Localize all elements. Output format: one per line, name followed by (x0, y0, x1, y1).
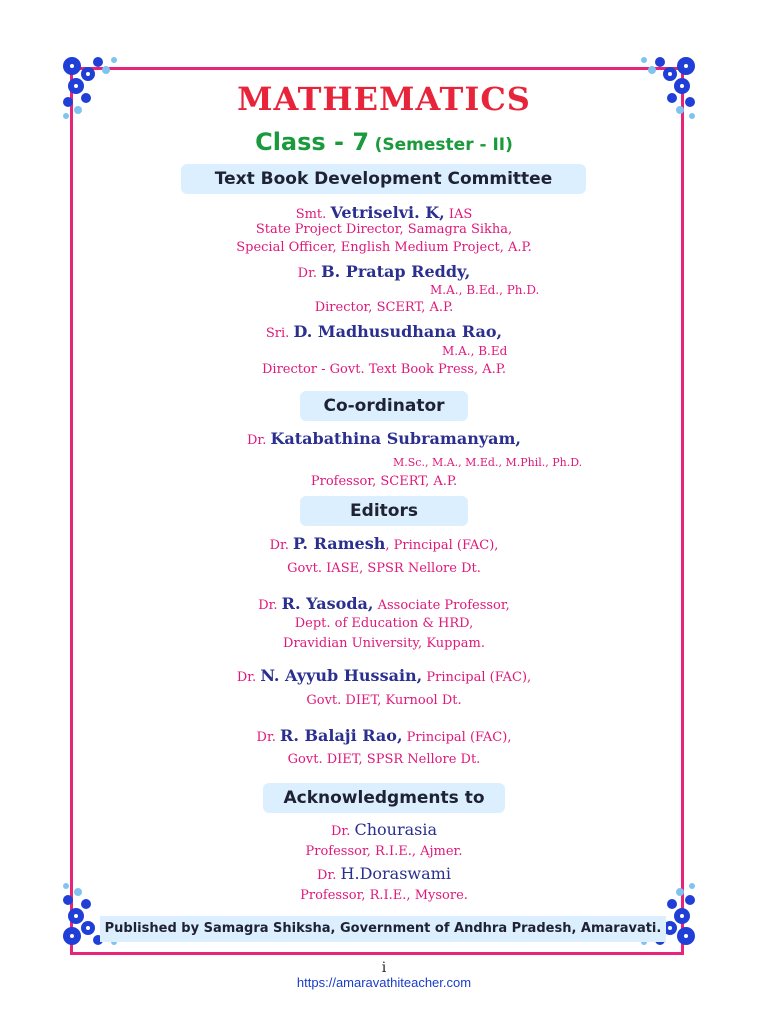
editor-name: R. Balaji Rao, (280, 726, 403, 745)
editor-4-line-1: Govt. DIET, SPSR Nellore Dt. (287, 752, 481, 767)
suffix: IAS (448, 207, 473, 222)
member-2-line-1: Director, SCERT, A.P. (314, 300, 454, 315)
class-heading (0, 128, 768, 156)
editor-2-line-2: Dravidian University, Kuppam. (283, 636, 485, 651)
page-number: i (381, 960, 387, 976)
source-url-link[interactable]: https://amaravathiteacher.com (296, 975, 472, 990)
page-title: MATHEMATICS (237, 80, 531, 118)
prefix: Dr. (269, 538, 289, 553)
prefix: Dr. (258, 598, 278, 613)
committee-member-2 (0, 262, 768, 281)
semester-label: (Semester - II) (374, 135, 513, 155)
ack-name: H.Doraswami (340, 864, 451, 883)
prefix: Dr. (256, 730, 276, 745)
acknowledgments-heading: Acknowledgments to (263, 783, 505, 813)
prefix: Sri. (265, 326, 290, 341)
editor-name: R. Yasoda, (281, 594, 374, 613)
coordinator-role: Professor, SCERT, A.P. (310, 474, 458, 489)
editor-name: N. Ayyub Hussain, (260, 666, 423, 685)
prefix: Dr. (330, 824, 351, 839)
editor-1-line-1: Govt. IASE, SPSR Nellore Dt. (287, 561, 481, 576)
editors-heading: Editors (300, 496, 468, 526)
prefix: Dr. (317, 868, 337, 883)
member-1-line-1: State Project Director, Samagra Sikha, (255, 222, 513, 237)
editor-role: , Principal (FAC), (385, 538, 499, 553)
editor-name: P. Ramesh (293, 534, 386, 553)
member-3-qualification: M.A., B.Ed (442, 344, 508, 358)
publisher-banner: Published by Samagra Shiksha, Government of Andhra Pradesh, Amaravati. (100, 916, 666, 942)
coordinator-heading: Co-ordinator (300, 391, 468, 421)
member-1-line-2: Special Officer, English Medium Project, A.P. (236, 240, 532, 255)
editor-2-line-1: Dept. of Education & HRD, (294, 616, 474, 631)
class-label: Class - 7 (255, 128, 370, 156)
prefix: Dr. (246, 433, 267, 448)
member-2-qualification: M.A., B.Ed., Ph.D. (430, 283, 540, 297)
coordinator-name-line (0, 429, 768, 448)
ack-2-role: Professor, R.I.E., Mysore. (300, 888, 468, 903)
member-name: B. Pratap Reddy, (321, 262, 471, 281)
prefix: Dr. (236, 670, 257, 685)
prefix: Smt. (295, 207, 327, 222)
editor-role: Principal (FAC), (426, 670, 532, 685)
ack-1 (0, 820, 768, 839)
ack-name: Chourasia (354, 820, 438, 839)
committee-member-1 (0, 203, 768, 222)
committee-member-3 (0, 322, 768, 341)
editor-2 (0, 594, 768, 613)
editor-3 (0, 666, 768, 685)
member-name: Vetriselvi. K, (330, 203, 445, 222)
ack-2 (0, 864, 768, 883)
prefix: Dr. (297, 266, 317, 281)
coordinator-name: Katabathina Subramanyam, (270, 429, 521, 448)
member-name: D. Madhusudhana Rao, (293, 322, 503, 341)
editor-role: Associate Professor, (377, 598, 510, 613)
editor-3-line-1: Govt. DIET, Kurnool Dt. (306, 693, 462, 708)
editor-role: Principal (FAC), (406, 730, 512, 745)
editor-4 (0, 726, 768, 745)
ack-1-role: Professor, R.I.E., Ajmer. (305, 844, 463, 859)
coordinator-qualification: M.Sc., M.A., M.Ed., M.Phil., Ph.D. (393, 456, 583, 469)
committee-heading: Text Book Development Committee (181, 164, 586, 194)
member-3-line-1: Director - Govt. Text Book Press, A.P. (261, 362, 507, 377)
editor-1 (0, 534, 768, 553)
